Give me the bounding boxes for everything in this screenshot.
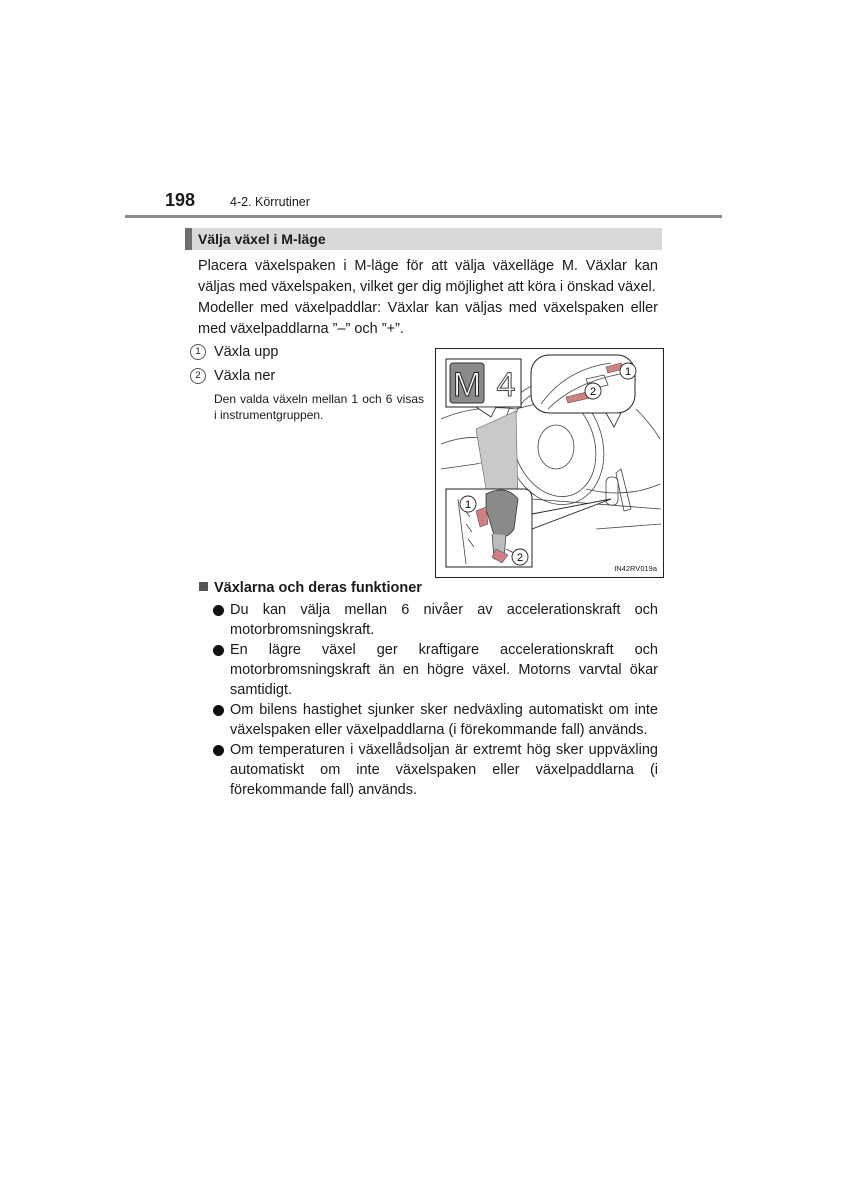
- list-item: Om bilens hastighet sjunker sker nedväxling automatiskt om inte växelspaken eller växelpaddlarna (i förekommande fall) används.: [213, 700, 658, 740]
- subsection-title: Växlarna och deras funktioner: [214, 580, 422, 596]
- list-item: Du kan välja mellan 6 nivåer av accelerationskraft och motorbromsningskraft.: [213, 600, 658, 640]
- section-title: Välja växel i M-läge: [185, 228, 662, 250]
- bullet-dot-icon: [213, 645, 224, 656]
- header-divider: [125, 215, 722, 218]
- cockpit-drawing: [436, 349, 665, 579]
- callout-1-label: 1: [624, 366, 632, 378]
- list-item-shift-down: [190, 366, 275, 386]
- square-bullet-icon: [199, 582, 208, 591]
- list-item: Om temperaturen i växellådsoljan är extremt hög sker uppväxling automatiskt om inte växelspaken eller växelpaddlarna (i förekommande fall) används.: [213, 740, 658, 800]
- bullet-dot-icon: [213, 745, 224, 756]
- page-number: 198: [165, 190, 196, 210]
- gear-function-list: [213, 600, 658, 800]
- circled-number-2: 2: [190, 368, 206, 384]
- item-label: Växla ner: [214, 368, 276, 384]
- intro-paragraph: Placera växelspaken i M-läge för att välja växelläge M. Växlar kan väljas med växelspaken, vilket ger dig möjlighet att köra i önskad växel.: [198, 258, 658, 295]
- figure-code: IN42RV019a: [614, 564, 657, 573]
- bullet-dot-icon: [213, 605, 224, 616]
- list-item: En lägre växel ger kraftigare accelerationskraft och motorbromsningskraft än en högre växel. Motorns varvtal ökar samtidigt.: [213, 640, 658, 700]
- bullet-dot-icon: [213, 705, 224, 716]
- shift-illustration: [435, 348, 664, 578]
- list-item-shift-up: [190, 342, 279, 362]
- lever-callout-1-label: 1: [464, 499, 472, 511]
- lever-callout-2-label: 2: [516, 552, 524, 564]
- item-label: Växla upp: [214, 344, 279, 360]
- meter-panel: [476, 411, 518, 499]
- paddle-paragraph: Modeller med växelpaddlar: Växlar kan väljas med växelspaken eller med växelpaddlarna ”–” och ”+”.: [198, 300, 658, 337]
- subsection-heading: [199, 580, 422, 596]
- gear-display-note: Den valda växeln mellan 1 och 6 visas i instrumentgruppen.: [214, 392, 424, 422]
- display-digit: 4: [496, 366, 516, 404]
- circled-number-1: 1: [190, 344, 206, 360]
- breadcrumb: 4-2. Körrutiner: [230, 195, 310, 209]
- callout-2-label: 2: [589, 386, 597, 398]
- display-letter: M: [452, 366, 482, 404]
